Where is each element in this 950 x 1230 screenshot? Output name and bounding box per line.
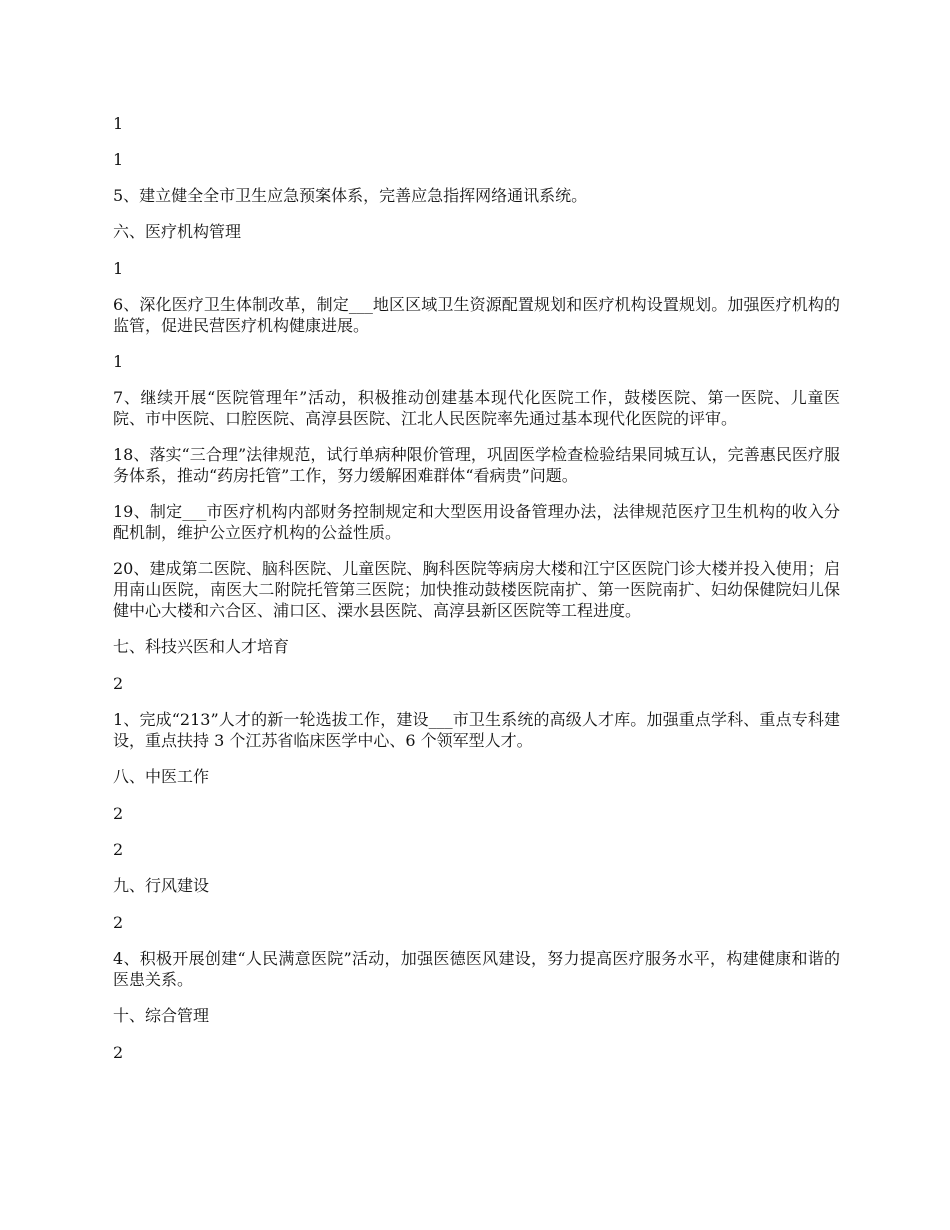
section-heading: 七、科技兴医和人才培育 — [113, 637, 290, 656]
paragraph: 20、建成第二医院、脑科医院、儿童医院、胸科医院等病房大楼和江宁区医院门诊大楼并投入使用；启用南山医院，南医大二附院托管第三医院；加快推动鼓楼医院南扩、第一医院南扩、妇幼保健院妇儿保健中心大楼和六合区、浦口区、溧水县医院、高淳县新区医院等工程进度。 — [113, 559, 840, 620]
paragraph: 6、深化医疗卫生体制改革，制定___地区区域卫生资源配置规划和医疗机构设置规划。加强医疗机构的监管，促进民营医疗机构健康进展。 — [113, 295, 840, 335]
document-page — [113, 113, 840, 1078]
section-heading: 八、中医工作 — [113, 767, 210, 786]
paragraph: 2 — [113, 1043, 124, 1062]
paragraph: 5、建立健全全市卫生应急预案体系，完善应急指挥网络通讯系统。 — [113, 186, 588, 205]
paragraph: 18、落实“三合理”法律规范，试行单病种限价管理，巩固医学检查检验结果同城互认，完善惠民医疗服务体系，推动“药房托管”工作，努力缓解困难群体“看病贵”问题。 — [113, 445, 840, 485]
paragraph: 1 — [113, 150, 124, 169]
paragraph: 4、积极开展创建“人民满意医院”活动，加强医德医风建设，努力提高医疗服务水平，构建健康和谐的医患关系。 — [113, 949, 840, 989]
paragraph: 2 — [113, 674, 124, 693]
paragraph: 7、继续开展“医院管理年”活动，积极推动创建基本现代化医院工作，鼓楼医院、第一医院、儿童医院、市中医院、口腔医院、高淳县医院、江北人民医院率先通过基本现代化医院的评审。 — [113, 388, 840, 428]
paragraph: 1 — [113, 114, 124, 133]
section-heading: 九、行风建设 — [113, 876, 210, 895]
section-heading: 十、综合管理 — [113, 1006, 210, 1025]
paragraph: 2 — [113, 804, 124, 823]
paragraph: 1 — [113, 352, 124, 371]
paragraph: 1 — [113, 259, 124, 278]
paragraph: 2 — [113, 840, 124, 859]
paragraph: 1、完成“213”人才的新一轮选拔工作，建设___市卫生系统的高级人才库。加强重点学科、重点专科建设，重点扶持 3 个江苏省临床医学中心、6 个领军型人才。 — [113, 710, 840, 750]
paragraph: 2 — [113, 913, 124, 932]
section-heading: 六、医疗机构管理 — [113, 222, 242, 241]
paragraph: 19、制定___市医疗机构内部财务控制规定和大型医用设备管理办法，法律规范医疗卫生机构的收入分配机制，维护公立医疗机构的公益性质。 — [113, 502, 840, 542]
